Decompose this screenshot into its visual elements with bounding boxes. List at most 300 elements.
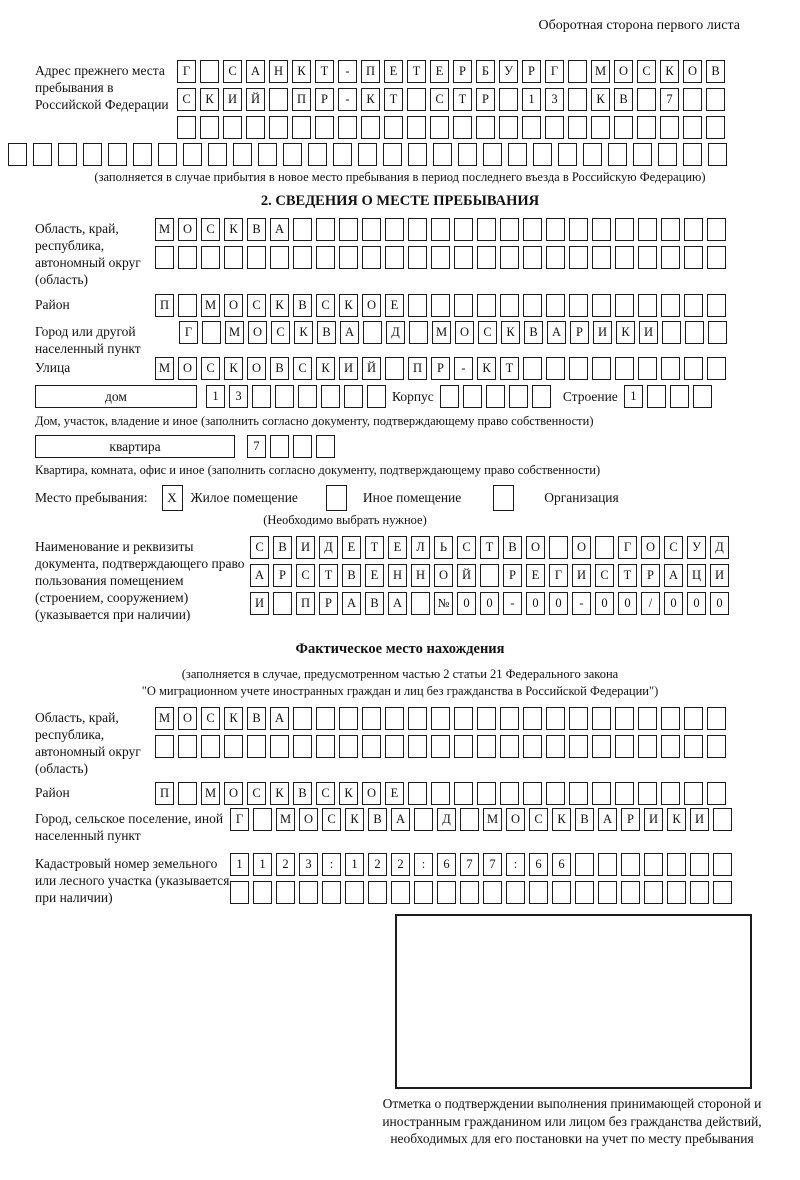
char-box — [273, 592, 292, 615]
char-box — [523, 218, 542, 241]
char-box — [658, 143, 677, 166]
char-box: П — [296, 592, 315, 615]
char-box: И — [639, 321, 658, 344]
char-box — [155, 735, 174, 758]
char-box — [595, 536, 614, 559]
char-box: Г — [549, 564, 568, 587]
house-note: Дом, участок, владение и иное (заполнить согласно документу, подтверждающему право собственности) — [35, 414, 594, 428]
char-box: О — [572, 536, 591, 559]
char-box: В — [270, 357, 289, 380]
char-box: Т — [453, 88, 472, 111]
char-box — [408, 294, 427, 317]
char-box — [500, 246, 519, 269]
char-box: С — [478, 321, 497, 344]
char-box: О — [434, 564, 453, 587]
char-box: В — [342, 564, 361, 587]
char-box: К — [316, 357, 335, 380]
stay-type-label: Место пребывания: — [35, 490, 148, 505]
char-box: О — [224, 782, 243, 805]
char-box: Р — [273, 564, 292, 587]
char-box: С — [201, 707, 220, 730]
char-box: О — [641, 536, 660, 559]
char-box: 0 — [664, 592, 683, 615]
apartment-type-field: квартира — [35, 435, 235, 458]
char-box — [339, 735, 358, 758]
char-box: В — [317, 321, 336, 344]
char-box — [592, 218, 611, 241]
char-box — [690, 881, 709, 904]
char-box: Й — [246, 88, 265, 111]
char-box: Т — [407, 60, 426, 83]
char-box: В — [247, 707, 266, 730]
char-box — [308, 143, 327, 166]
actual-district-field — [35, 782, 795, 805]
house-type-field: дом — [35, 385, 197, 408]
char-box: Т — [618, 564, 637, 587]
char-box: 3 — [545, 88, 564, 111]
char-box — [568, 116, 587, 139]
char-box — [200, 116, 219, 139]
char-box — [575, 853, 594, 876]
char-box — [316, 735, 335, 758]
char-box: И — [250, 592, 269, 615]
char-box: О — [683, 60, 702, 83]
char-box — [546, 246, 565, 269]
char-box — [178, 735, 197, 758]
char-box: М — [591, 60, 610, 83]
char-box — [569, 218, 588, 241]
region-field — [35, 218, 795, 288]
char-box: К — [270, 294, 289, 317]
char-box — [407, 88, 426, 111]
char-box — [316, 218, 335, 241]
char-box — [708, 321, 727, 344]
char-box — [299, 881, 318, 904]
char-box: П — [155, 782, 174, 805]
char-box: Д — [437, 808, 456, 831]
char-box — [638, 246, 657, 269]
char-box — [483, 881, 502, 904]
char-box: Н — [388, 564, 407, 587]
document-row-2 — [250, 564, 733, 587]
char-box — [499, 88, 518, 111]
checkbox-organization — [493, 485, 518, 511]
char-box: О — [362, 294, 381, 317]
char-box — [477, 782, 496, 805]
char-box — [385, 707, 404, 730]
char-box — [233, 143, 252, 166]
char-box: 1 — [624, 385, 643, 408]
char-box — [408, 782, 427, 805]
char-box — [454, 246, 473, 269]
char-box — [362, 246, 381, 269]
char-box — [362, 707, 381, 730]
char-box — [292, 116, 311, 139]
document-field — [35, 536, 795, 623]
char-box — [592, 294, 611, 317]
char-box: 0 — [595, 592, 614, 615]
char-box — [431, 294, 450, 317]
char-box — [523, 782, 542, 805]
char-box: Р — [431, 357, 450, 380]
actual-city-field — [35, 808, 795, 844]
char-box — [316, 707, 335, 730]
char-box: М — [201, 782, 220, 805]
char-box: Е — [526, 564, 545, 587]
char-box — [326, 485, 347, 511]
char-box — [338, 116, 357, 139]
char-box: В — [293, 294, 312, 317]
char-box — [591, 116, 610, 139]
char-box — [684, 357, 703, 380]
char-box: К — [224, 218, 243, 241]
city-field — [35, 321, 795, 357]
char-box — [684, 782, 703, 805]
char-box — [546, 294, 565, 317]
char-box: П — [408, 357, 427, 380]
char-box — [644, 853, 663, 876]
char-box — [598, 853, 617, 876]
char-box — [523, 707, 542, 730]
char-box: С — [201, 357, 220, 380]
char-box — [592, 246, 611, 269]
char-box: К — [667, 808, 686, 831]
char-box — [201, 735, 220, 758]
char-box: К — [200, 88, 219, 111]
char-box: X — [162, 485, 183, 511]
char-box: М — [276, 808, 295, 831]
char-box — [667, 881, 686, 904]
char-box: Т — [315, 60, 334, 83]
char-box — [224, 246, 243, 269]
checkbox-other-premises — [326, 485, 351, 511]
char-box: Р — [621, 808, 640, 831]
korpus-boxes — [440, 385, 555, 408]
char-box — [532, 385, 551, 408]
char-box: 2 — [391, 853, 410, 876]
char-box — [8, 143, 27, 166]
char-box — [201, 246, 220, 269]
char-box — [269, 88, 288, 111]
char-box: 7 — [660, 88, 679, 111]
char-box: У — [499, 60, 518, 83]
cadastral-label: Кадастровый номер земельного или лесного участка (указывается при наличии) — [35, 856, 230, 905]
char-box: П — [361, 60, 380, 83]
char-box: - — [338, 88, 357, 111]
district-row — [155, 294, 730, 317]
char-box — [431, 707, 450, 730]
char-box: О — [526, 536, 545, 559]
char-box — [486, 385, 505, 408]
char-box: К — [345, 808, 364, 831]
char-box — [523, 735, 542, 758]
char-box — [293, 735, 312, 758]
char-box: А — [270, 707, 289, 730]
char-box — [707, 246, 726, 269]
char-box — [409, 321, 428, 344]
char-box — [569, 707, 588, 730]
char-box — [684, 735, 703, 758]
char-box — [638, 782, 657, 805]
char-box: С — [201, 218, 220, 241]
char-box: А — [342, 592, 361, 615]
char-box — [293, 218, 312, 241]
char-box — [693, 385, 712, 408]
char-box — [58, 143, 77, 166]
char-box: К — [224, 357, 243, 380]
stroenie-label: Строение — [562, 389, 618, 404]
char-box — [458, 143, 477, 166]
char-box: О — [247, 357, 266, 380]
char-box: К — [294, 321, 313, 344]
prev-address-label: Адрес прежнего места пребывания в Российской Федерации — [35, 63, 169, 112]
char-box: 6 — [437, 853, 456, 876]
char-box — [638, 357, 657, 380]
char-box — [621, 881, 640, 904]
char-box: О — [362, 782, 381, 805]
char-box — [713, 881, 732, 904]
char-box — [500, 294, 519, 317]
actual-city-label: Город, сельское поселение, иной населенный пункт — [35, 811, 224, 843]
char-box — [414, 881, 433, 904]
char-box — [407, 116, 426, 139]
char-box: 1 — [253, 853, 272, 876]
char-box — [293, 707, 312, 730]
char-box: К — [660, 60, 679, 83]
char-box: 1 — [230, 853, 249, 876]
char-box: Б — [476, 60, 495, 83]
char-box — [529, 881, 548, 904]
char-box — [661, 357, 680, 380]
document-row-1 — [250, 536, 733, 559]
char-box: У — [687, 536, 706, 559]
char-box — [258, 143, 277, 166]
char-box — [713, 808, 732, 831]
char-box — [344, 385, 363, 408]
char-box: Е — [385, 782, 404, 805]
char-box: Г — [179, 321, 198, 344]
char-box: К — [552, 808, 571, 831]
char-box — [368, 881, 387, 904]
char-box: М — [155, 357, 174, 380]
char-box — [322, 881, 341, 904]
korpus-label: Корпус — [392, 389, 434, 404]
char-box: М — [155, 218, 174, 241]
char-box: : — [506, 853, 525, 876]
char-box: Е — [388, 536, 407, 559]
char-box: 0 — [687, 592, 706, 615]
section2-title: 2. СВЕДЕНИЯ О МЕСТЕ ПРЕБЫВАНИЯ — [260, 193, 540, 209]
char-box: Ц — [687, 564, 706, 587]
char-box: : — [414, 853, 433, 876]
char-box — [333, 143, 352, 166]
stay-option-dwelling-label: Жилое помещение — [190, 490, 298, 505]
char-box: 0 — [618, 592, 637, 615]
char-box — [592, 707, 611, 730]
char-box — [358, 143, 377, 166]
char-box: К — [339, 782, 358, 805]
char-box: 0 — [457, 592, 476, 615]
char-box: А — [340, 321, 359, 344]
street-field — [35, 357, 795, 380]
char-box: Е — [430, 60, 449, 83]
char-box — [545, 116, 564, 139]
char-box — [493, 485, 514, 511]
char-box: Е — [385, 294, 404, 317]
char-box: С — [223, 60, 242, 83]
district-label: Район — [35, 297, 70, 312]
char-box — [667, 853, 686, 876]
apartment-row — [35, 435, 795, 458]
char-box — [707, 782, 726, 805]
page-side-note: Оборотная сторона первого листа — [538, 18, 740, 33]
char-box: В — [247, 218, 266, 241]
char-box: М — [201, 294, 220, 317]
char-box — [685, 321, 704, 344]
prev-address-row-1 — [177, 60, 729, 83]
char-box — [276, 881, 295, 904]
stay-option-other-label: Иное помещение — [362, 490, 462, 505]
char-box — [546, 357, 565, 380]
prev-address-row-2 — [177, 88, 729, 111]
char-box — [523, 294, 542, 317]
char-box: И — [223, 88, 242, 111]
char-box — [477, 707, 496, 730]
char-box: Н — [411, 564, 430, 587]
stamp-caption: Отметка о подтверждении выполнения принимающей стороной и иностранным гражданином или лицом без гражданства действий, необходимых для его постановки на учет по месту пребывания — [382, 1096, 762, 1146]
char-box — [552, 881, 571, 904]
char-box — [158, 143, 177, 166]
char-box — [385, 246, 404, 269]
char-box: 0 — [480, 592, 499, 615]
prev-address-field — [35, 60, 795, 139]
char-box: 7 — [460, 853, 479, 876]
char-box — [546, 218, 565, 241]
char-box — [638, 294, 657, 317]
char-box: 6 — [552, 853, 571, 876]
char-box: 0 — [710, 592, 729, 615]
char-box: К — [477, 357, 496, 380]
char-box: С — [247, 782, 266, 805]
actual-region-field — [35, 707, 795, 777]
char-box: И — [339, 357, 358, 380]
region-row-1 — [155, 218, 730, 241]
char-box: Г — [230, 808, 249, 831]
char-box — [430, 116, 449, 139]
char-box: С — [250, 536, 269, 559]
char-box: В — [524, 321, 543, 344]
char-box — [253, 881, 272, 904]
char-box — [569, 294, 588, 317]
char-box: Р — [503, 564, 522, 587]
char-box: С — [316, 782, 335, 805]
char-box: М — [483, 808, 502, 831]
char-box: Н — [269, 60, 288, 83]
char-box: 0 — [549, 592, 568, 615]
char-box — [500, 735, 519, 758]
char-box — [683, 116, 702, 139]
char-box — [684, 294, 703, 317]
char-box: О — [248, 321, 267, 344]
char-box — [293, 435, 312, 458]
char-box: - — [503, 592, 522, 615]
char-box: И — [690, 808, 709, 831]
char-box: К — [616, 321, 635, 344]
char-box: С — [457, 536, 476, 559]
char-box: В — [293, 782, 312, 805]
char-box — [638, 707, 657, 730]
char-box: 2 — [276, 853, 295, 876]
char-box — [385, 735, 404, 758]
actual-location-note2: "О миграционном учете иностранных граждан и лиц без гражданства в Российской Федерации") — [141, 684, 659, 698]
char-box — [384, 116, 403, 139]
char-box — [638, 735, 657, 758]
char-box — [460, 808, 479, 831]
apartment-note: Квартира, комната, офис и иное (заполнить согласно документу, подтверждающему право собственности) — [35, 463, 601, 477]
char-box — [476, 116, 495, 139]
char-box: Г — [618, 536, 637, 559]
char-box — [706, 116, 725, 139]
char-box — [684, 218, 703, 241]
char-box — [178, 782, 197, 805]
cadastral-row-2 — [230, 881, 736, 904]
char-box: К — [224, 707, 243, 730]
district-field — [35, 294, 795, 317]
char-box — [633, 143, 652, 166]
char-box — [253, 808, 272, 831]
char-box — [637, 116, 656, 139]
char-box — [463, 385, 482, 408]
char-box — [453, 116, 472, 139]
char-box — [408, 735, 427, 758]
char-box: Е — [384, 60, 403, 83]
char-box — [178, 246, 197, 269]
char-box — [431, 246, 450, 269]
char-box: № — [434, 592, 453, 615]
char-box — [270, 435, 289, 458]
char-box: И — [710, 564, 729, 587]
char-box — [321, 385, 340, 408]
char-box: Ь — [434, 536, 453, 559]
char-box — [408, 218, 427, 241]
char-box: / — [641, 592, 660, 615]
char-box — [690, 853, 709, 876]
char-box: В — [503, 536, 522, 559]
char-box: О — [178, 357, 197, 380]
char-box — [647, 385, 666, 408]
char-box — [569, 357, 588, 380]
char-box — [385, 357, 404, 380]
char-box — [637, 88, 656, 111]
street-label: Улица — [35, 360, 71, 375]
char-box: Т — [384, 88, 403, 111]
char-box — [615, 246, 634, 269]
char-box — [558, 143, 577, 166]
char-box: И — [644, 808, 663, 831]
char-box: И — [593, 321, 612, 344]
char-box: Г — [545, 60, 564, 83]
char-box: Р — [641, 564, 660, 587]
char-box — [293, 246, 312, 269]
prev-address-row-4 — [8, 143, 800, 166]
char-box — [224, 735, 243, 758]
char-box: О — [455, 321, 474, 344]
char-box: М — [225, 321, 244, 344]
char-box: С — [247, 294, 266, 317]
char-box — [454, 782, 473, 805]
char-box — [385, 218, 404, 241]
char-box — [454, 218, 473, 241]
